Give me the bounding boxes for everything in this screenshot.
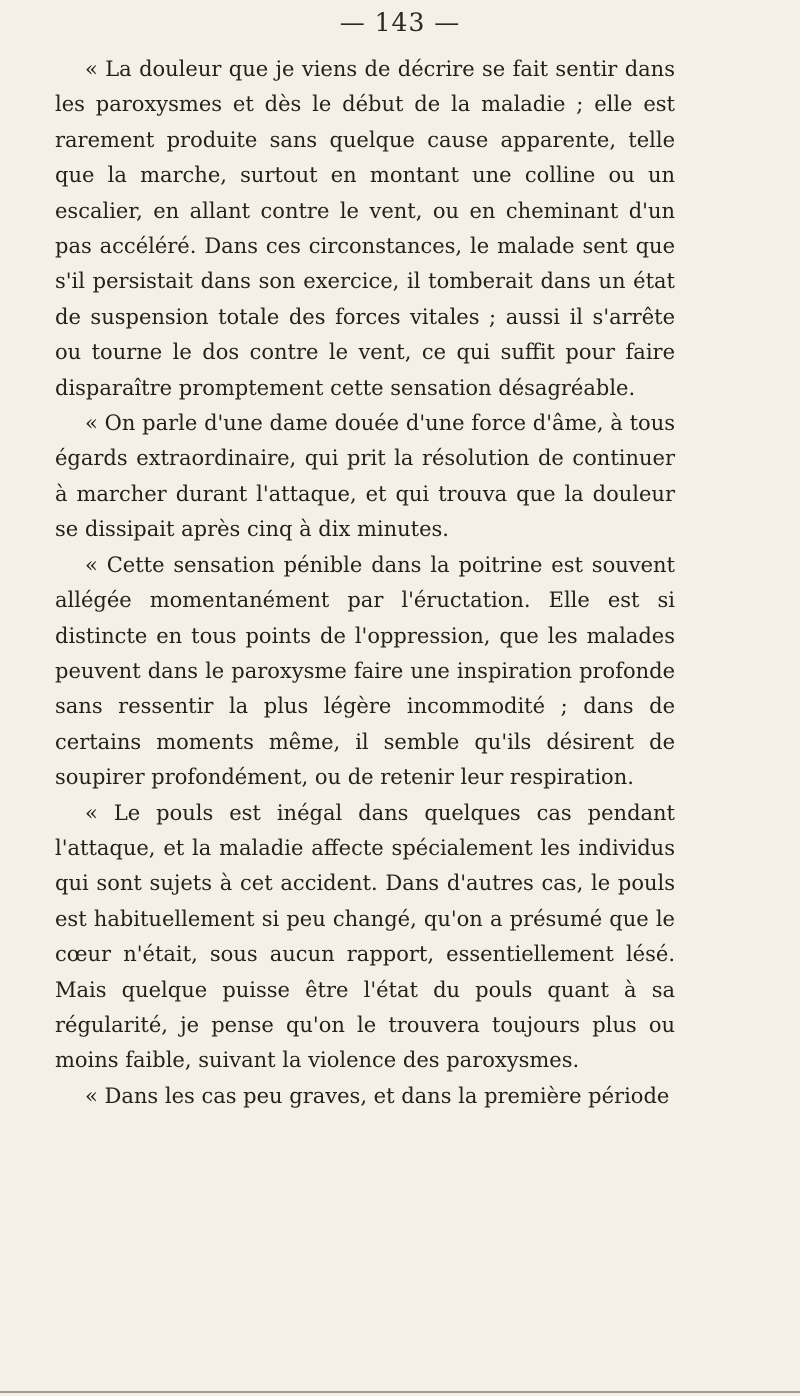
paragraph-pouls: « Le pouls est inégal dans quelques cas pendant l'attaque, et la maladie affecte spécialement les individus qui sont sujets à cet accident. Dans d'autres cas, le pouls est habituellement si peu changé, qu'on a présumé que le cœur n'était, sous aucun rapport, essentiellement lésé. Mais quelque puisse être l'état du pouls quant à sa régularité, je pense qu'on le trouvera toujours plus ou moins faible, suivant la violence des paroxysmes. — [55, 800, 675, 1073]
paragraph-douleur: « La douleur que je viens de décrire se fait sentir dans les paroxysmes et dès le début de la maladie ; elle est rarement produite sans quelque cause apparente, telle que la marche, surtout en montant une colline ou un escalier, en allant contre le vent, ou en cheminant d'un pas accéléré. Dans ces circonstances, le malade sent que s'il persistait dans son exercice, il tomberait dans un état de suspension totale des forces vitales ; aussi il s'arrête ou tourne le dos contre le vent, ce qui suffit pour faire disparaître promptement cette sensation désagréable. — [55, 57, 675, 400]
page-number: — 143 — — [339, 8, 461, 37]
paragraph-dame: « On parle d'une dame douée d'une force d'âme, à tous égards extraordinaire, qui prit la résolution de continuer à marcher durant l'attaque, et qui trouva que la douleur se dissipait après cinq à dix minutes. — [55, 411, 675, 542]
body-text — [55, 52, 675, 1114]
paragraph-cas-graves: « Dans les cas peu graves, et dans la première période — [85, 1083, 670, 1108]
paragraph-sensation: « Cette sensation pénible dans la poitrine est souvent allégée momentanément par l'éructation. Elle est si distincte en tous points de l'oppression, que les malades peuvent dans le paroxysme faire une inspiration profonde sans ressentir la plus légère incommodité ; dans de certains moments même, il semble qu'ils désirent de soupirer profondément, ou de retenir leur respiration. — [55, 552, 675, 790]
bottom-edge-line — [0, 1391, 800, 1393]
